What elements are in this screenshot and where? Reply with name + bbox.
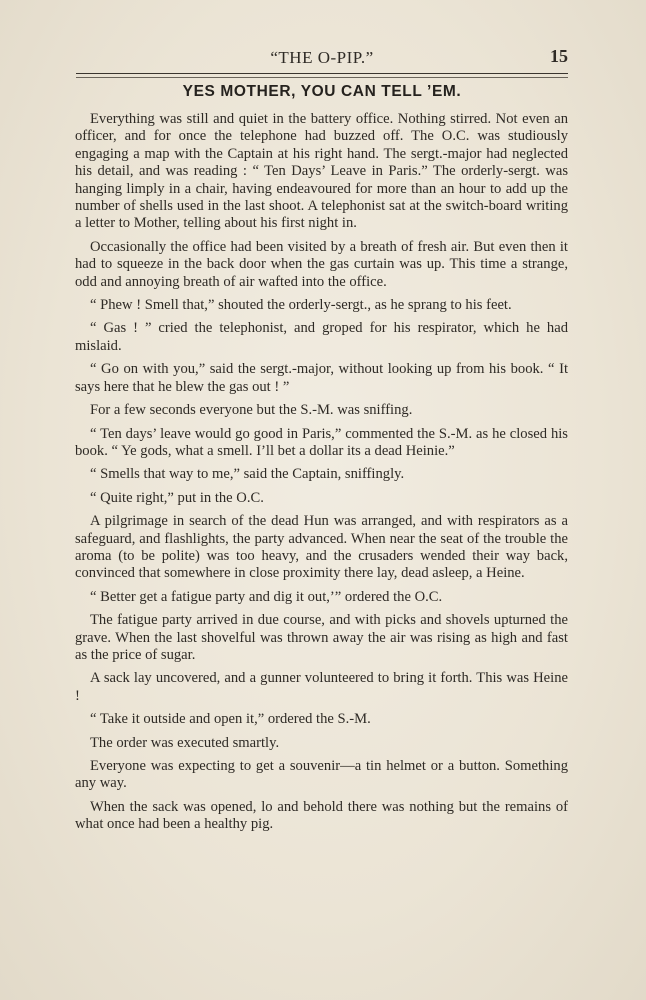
paragraph: “ Phew ! Smell that,” shouted the orderly-sergt., as he sprang to his feet.: [90, 297, 512, 314]
paragraph: “ Better get a fatigue party and dig it out,’” ordered the O.C.: [90, 588, 443, 605]
paragraph: Occasionally the office had been visited by a breath of fresh air. But even then it had to squeeze in the back door when the gas curtain was up. This time a strange, odd and annoying breath of air wafted into the office.: [75, 238, 568, 290]
article-body: [75, 111, 568, 840]
paragraph: The fatigue party arrived in due course, and with picks and shovels upturned the grave. When the last shovelful was thrown away the air was rising as high and fast as the price of sugar.: [75, 612, 568, 663]
running-header: [76, 46, 568, 70]
paragraph: “ Take it outside and open it,” ordered the S.-M.: [90, 711, 371, 728]
header-rule-thin: [76, 77, 568, 78]
paragraph: A sack lay uncovered, and a gunner volunteered to bring it forth. This was Heine !: [75, 670, 568, 704]
page-number: 15: [550, 46, 568, 66]
paragraph: “ Smells that way to me,” said the Captain, sniffingly.: [90, 466, 405, 483]
article-title: YES MOTHER, YOU CAN TELL ’EM.: [182, 83, 462, 100]
paragraph: Everything was still and quiet in the battery office. Nothing stirred. Not even an officer, and for once the telephone had buzzed off. The O.C. was studiously engaging a map with the Captain at his right hand. The sergt.-major had neglected his detail, and was reading : “ Ten Days’ Leave in Paris.” The orderly-sergt. was hanging limply in a chair, having endeavoured for more than an hour to add up the number of shells used in the last shoot. A telephonist sat at the switch-board writing a letter to Mother, telling about his first night in.: [75, 111, 568, 232]
paragraph: “ Ten days’ leave would go good in Paris,” commented the S.-M. as he closed his book. “ Ye gods, what a smell. I’ll bet a dollar its a dead Heinie.”: [75, 425, 568, 459]
paragraph: For a few seconds everyone but the S.-M. was sniffing.: [90, 402, 413, 419]
paragraph: “ Gas ! ” cried the telephonist, and groped for his respirator, which he had mislaid.: [75, 320, 568, 354]
header-rule: [76, 73, 568, 74]
paragraph: When the sack was opened, lo and behold there was nothing but the remains of what once had been a healthy pig.: [75, 798, 568, 833]
running-title: “THE O-PIP.”: [270, 48, 374, 67]
paragraph: Everyone was expecting to get a souvenir—a tin helmet or a button. Something any way.: [75, 758, 568, 792]
paragraph: A pilgrimage in search of the dead Hun was arranged, and with respirators as a safeguard, and flashlights, the party advanced. When near the seat of the trouble the aroma (to be polite) was too heavy, and the crusaders wended their way back, convinced that somewhere in close proximity there lay, dead asleep, a Heine.: [75, 513, 568, 582]
paragraph: “ Go on with you,” said the sergt.-major, without looking up from his book. “ It says here that he blew the gas out ! ”: [75, 361, 568, 395]
paragraph: “ Quite right,” put in the O.C.: [90, 489, 264, 506]
paragraph: The order was executed smartly.: [90, 734, 280, 751]
